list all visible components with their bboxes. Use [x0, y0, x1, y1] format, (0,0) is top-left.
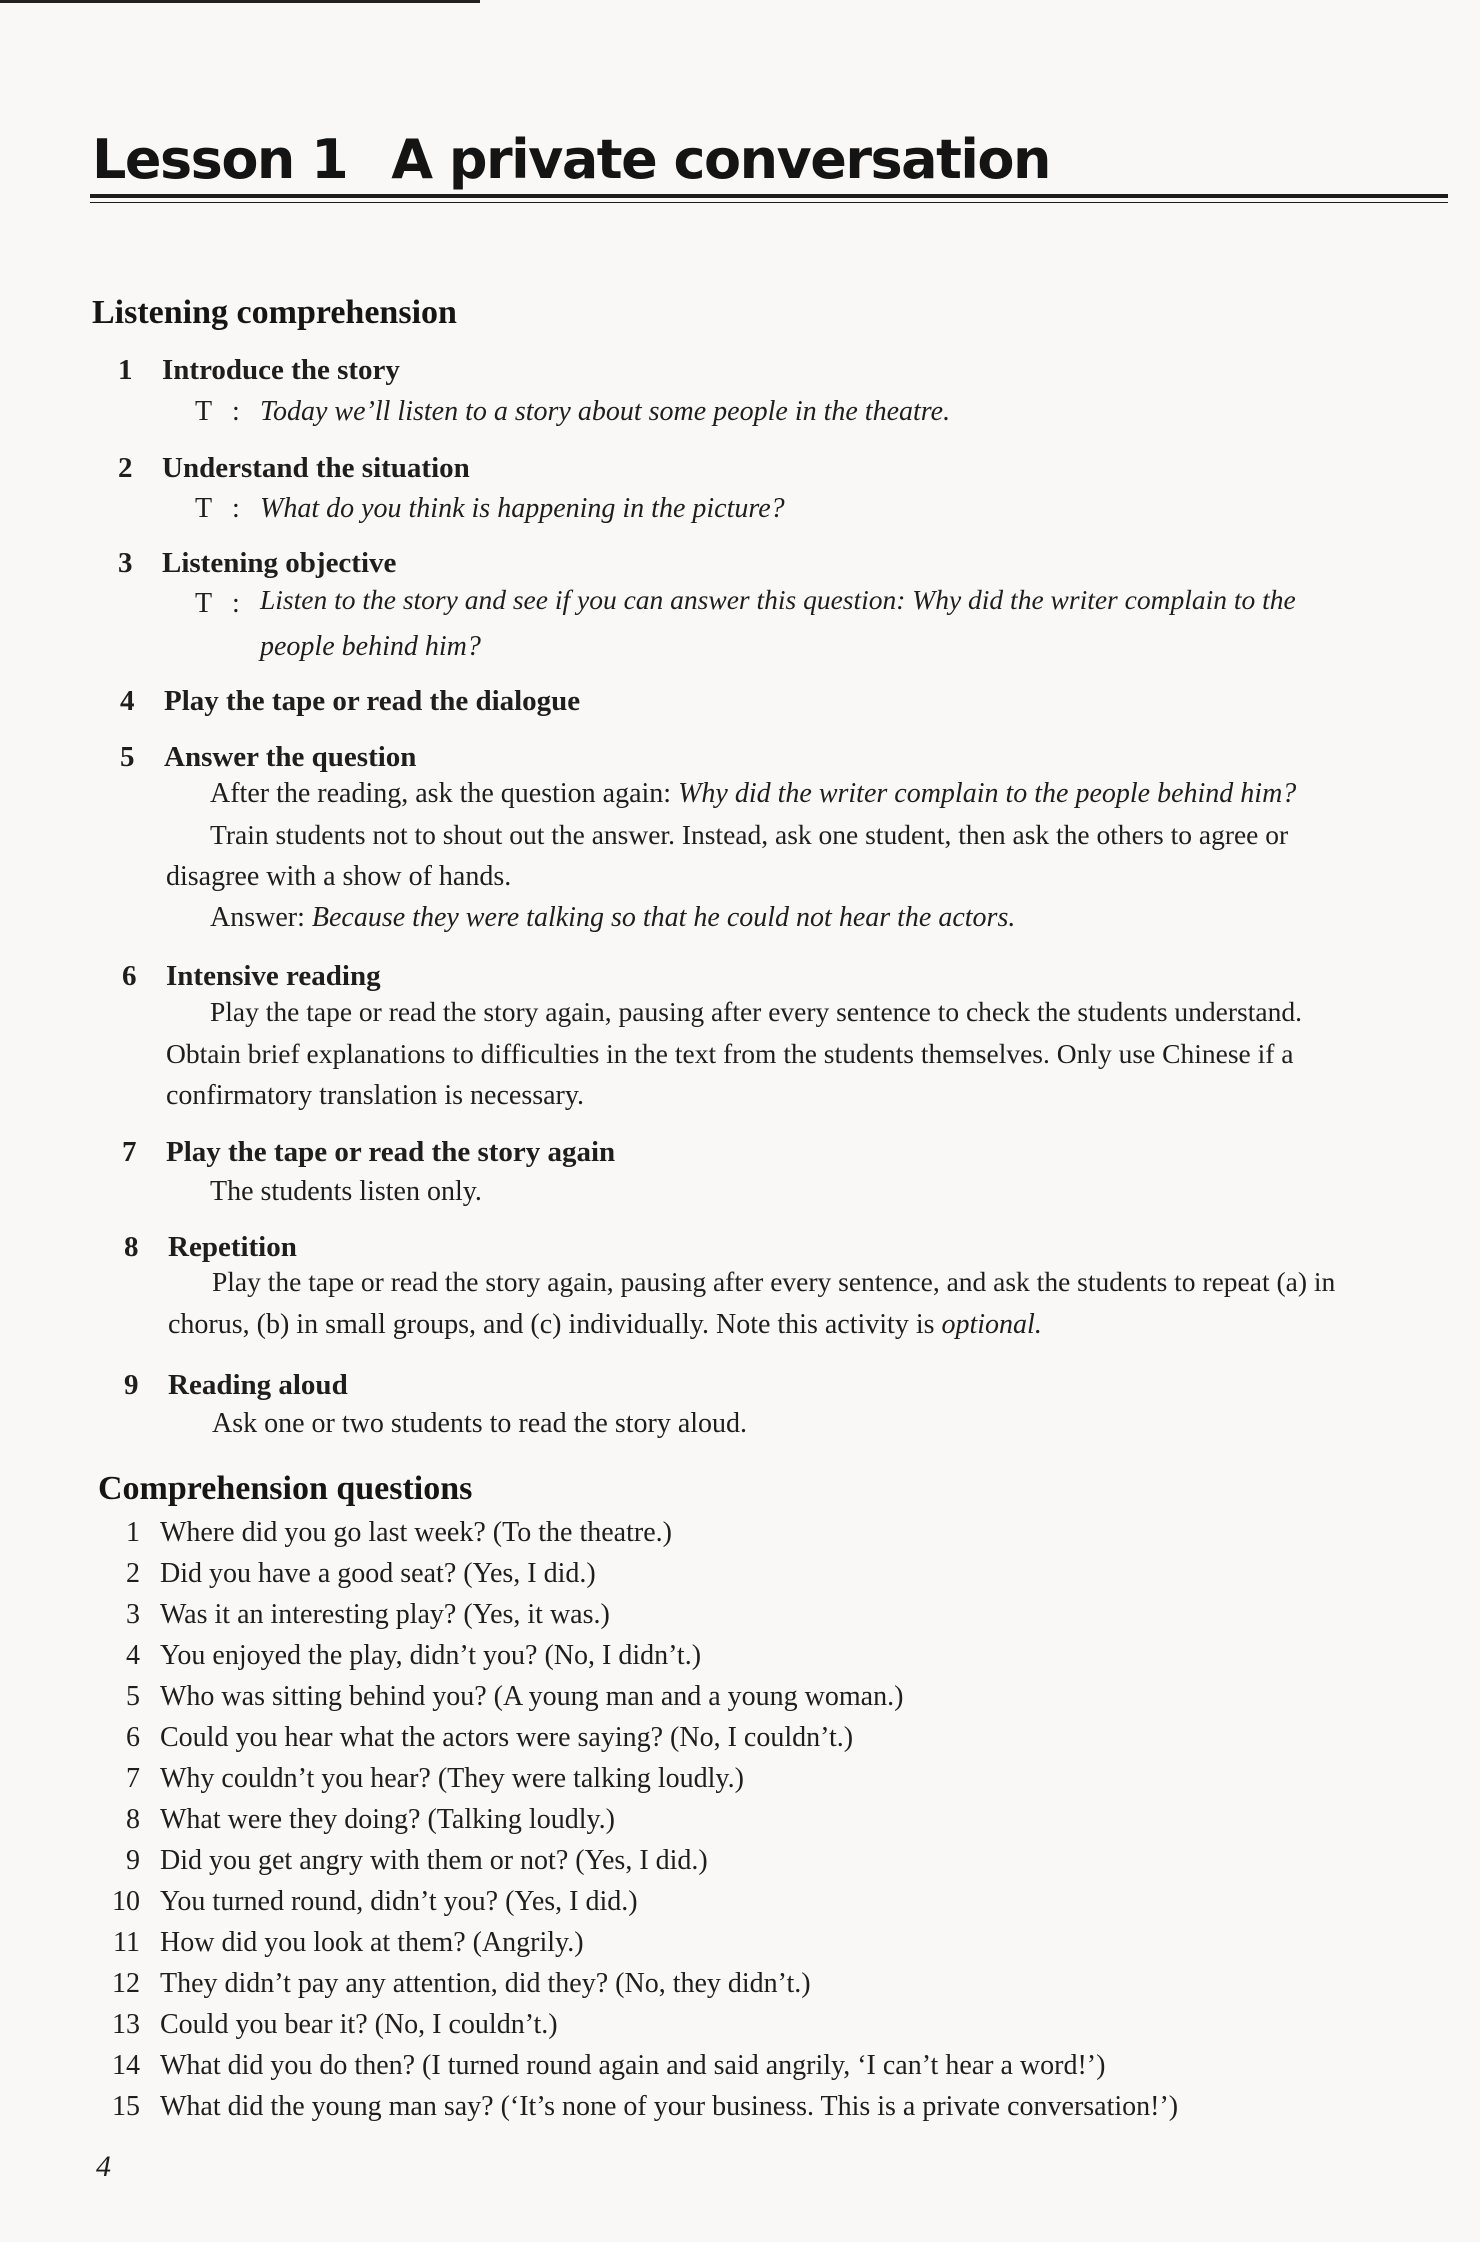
step-3-number: 3	[118, 547, 133, 579]
question-text: Could you hear what the actors were saying? (No, I couldn’t.)	[160, 1722, 854, 1753]
question-item	[0, 1599, 1480, 1639]
lesson-title	[92, 128, 1050, 191]
step-7-number: 7	[122, 1136, 137, 1168]
step-4-number: 4	[120, 685, 135, 717]
scan-edge	[0, 0, 480, 3]
question-item	[0, 2091, 1480, 2131]
question-number: 12	[112, 1968, 140, 1999]
lesson-name: A private conversation	[391, 128, 1050, 191]
question-number: 10	[112, 1886, 140, 1917]
step-6-line1: Play the tape or read the story again, pausing after every sentence to check the students understand.	[210, 996, 1302, 1027]
step-2-number: 2	[118, 452, 133, 484]
step-2-teacher-text: What do you think is happening in the picture?	[260, 493, 785, 524]
question-item	[0, 1558, 1480, 1598]
question-item	[0, 1968, 1480, 2008]
step-5-answer	[210, 902, 1015, 934]
question-item	[0, 1804, 1480, 1844]
question-text: Why couldn’t you hear? (They were talking loudly.)	[160, 1763, 744, 1794]
question-number: 3	[126, 1599, 140, 1630]
step-1-title: Introduce the story	[162, 354, 400, 386]
question-text: Could you bear it? (No, I couldn’t.)	[160, 2009, 558, 2040]
step-3-teacher-text-line1: Listen to the story and see if you can answer this question: Why did the writer complain to the	[260, 584, 1296, 615]
question-item	[0, 2009, 1480, 2049]
question-number: 15	[112, 2091, 140, 2122]
step-1-colon: :	[232, 396, 240, 427]
question-text: What did you do then? (I turned round again and said angrily, ‘I can’t hear a word!’)	[160, 2050, 1106, 2081]
question-text: Was it an interesting play? (Yes, it was.)	[160, 1599, 610, 1630]
question-text: You enjoyed the play, didn’t you? (No, I didn’t.)	[160, 1640, 702, 1671]
step-8-line1: Play the tape or read the story again, pausing after every sentence, and ask the students to repeat (a) in	[212, 1266, 1336, 1297]
question-text: Did you have a good seat? (Yes, I did.)	[160, 1558, 596, 1589]
question-text: Did you get angry with them or not? (Yes, I did.)	[160, 1845, 708, 1876]
step-8-title: Repetition	[168, 1231, 297, 1263]
step-2-colon: :	[232, 493, 240, 524]
question-text: What did the young man say? (‘It’s none of your business. This is a private conversation!’)	[160, 2091, 1179, 2122]
step-8-optional: optional.	[941, 1309, 1042, 1340]
question-item	[0, 1722, 1480, 1762]
step-6-line2: Obtain brief explanations to difficulties in the text from the students themselves. Only use Chinese if a	[166, 1038, 1294, 1069]
step-5-answer-text: Because they were talking so that he could not hear the actors.	[311, 902, 1016, 933]
section-heading-comprehension: Comprehension questions	[98, 1470, 473, 1507]
step-3-teacher-label: T	[195, 588, 213, 619]
question-text: Where did you go last week? (To the theatre.)	[160, 1517, 672, 1548]
question-number: 2	[126, 1558, 140, 1589]
step-6-title: Intensive reading	[166, 960, 381, 992]
step-5-title: Answer the question	[164, 741, 417, 773]
question-item	[0, 1927, 1480, 1967]
step-8-line2-lead: chorus, (b) in small groups, and (c) individually. Note this activity is	[168, 1309, 942, 1340]
question-text: What were they doing? (Talking loudly.)	[160, 1804, 615, 1835]
question-number: 14	[112, 2050, 140, 2081]
step-7-line1: The students listen only.	[210, 1176, 482, 1207]
step-8-number: 8	[124, 1231, 139, 1263]
step-3-teacher-text-line2: people behind him?	[260, 631, 481, 662]
question-text: Who was sitting behind you? (A young man and a young woman.)	[160, 1681, 904, 1712]
question-item	[0, 1886, 1480, 1926]
step-5-paragraph-1-lead: After the reading, ask the question again:	[210, 778, 679, 809]
step-1-number: 1	[118, 354, 133, 386]
question-number: 9	[126, 1845, 140, 1876]
question-item	[0, 1517, 1480, 1557]
question-number: 7	[126, 1763, 140, 1794]
question-text: You turned round, didn’t you? (Yes, I did.)	[160, 1886, 638, 1917]
step-2-title: Understand the situation	[162, 452, 470, 484]
question-item	[0, 2050, 1480, 2090]
question-number: 11	[113, 1927, 140, 1958]
step-9-number: 9	[124, 1369, 139, 1401]
step-5-paragraph-2-line1: Train students not to shout out the answer. Instead, ask one student, then ask the others to agree or	[210, 819, 1289, 850]
step-1-teacher-text: Today we’ll listen to a story about some people in the theatre.	[260, 396, 951, 427]
title-rule-thick	[90, 194, 1448, 198]
question-number: 6	[126, 1722, 140, 1753]
step-3-colon: :	[232, 588, 240, 619]
question-number: 8	[126, 1804, 140, 1835]
question-number: 4	[126, 1640, 140, 1671]
question-item	[0, 1763, 1480, 1803]
question-number: 5	[126, 1681, 140, 1712]
question-number: 1	[126, 1517, 140, 1548]
step-6-line3: confirmatory translation is necessary.	[166, 1080, 585, 1111]
step-5-paragraph-1	[210, 778, 1296, 810]
step-1-teacher-label: T	[195, 396, 213, 427]
question-number: 13	[112, 2009, 140, 2040]
section-heading-listening: Listening comprehension	[92, 294, 457, 331]
step-5-question: Why did the writer complain to the people behind him?	[678, 778, 1297, 809]
question-item	[0, 1681, 1480, 1721]
step-5-paragraph-2-line2: disagree with a show of hands.	[166, 861, 512, 892]
title-rule-thin	[90, 202, 1448, 203]
question-text: How did you look at them? (Angrily.)	[160, 1927, 584, 1958]
step-4-title: Play the tape or read the dialogue	[164, 685, 581, 717]
step-8-line2	[168, 1309, 1042, 1341]
step-2-teacher-label: T	[195, 493, 213, 524]
page-number: 4	[96, 2150, 111, 2183]
step-5-answer-label: Answer:	[210, 902, 312, 933]
step-9-title: Reading aloud	[168, 1369, 348, 1401]
lesson-number: Lesson 1	[92, 128, 348, 191]
step-5-number: 5	[120, 741, 135, 773]
question-text: They didn’t pay any attention, did they? (No, they didn’t.)	[160, 1968, 811, 1999]
step-9-line1: Ask one or two students to read the story aloud.	[212, 1408, 748, 1439]
step-6-number: 6	[122, 960, 137, 992]
question-item	[0, 1640, 1480, 1680]
step-7-title: Play the tape or read the story again	[166, 1136, 616, 1168]
step-3-title: Listening objective	[162, 547, 397, 579]
question-item	[0, 1845, 1480, 1885]
